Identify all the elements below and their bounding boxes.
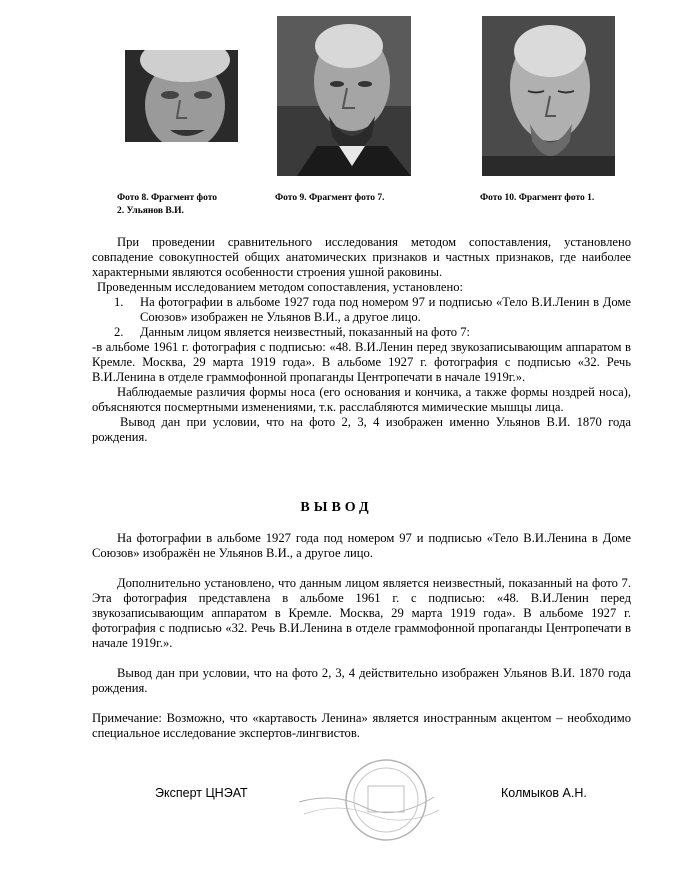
conclusion-paragraph-1: На фотографии в альбоме 1927 года под номером 97 и подписью «Тело В.И.Ленина в Доме Союзов» изображён не Ульянов В.И., а другое лицо. — [92, 531, 631, 560]
expert-name: Колмыков А.Н. — [501, 786, 587, 800]
official-stamp — [294, 752, 442, 848]
finding-item-1-text: На фотографии в альбоме 1927 года под номером 97 и подписью «Тело В.И.Ленин в Доме Союзов» изображен не Ульянов В.И., а другое лицо. — [140, 295, 631, 324]
photo-9-portrait — [277, 16, 411, 176]
conclusion-paragraph-3: Вывод дан при условии, что на фото 2, 3, 4 действительно изображен Ульянов В.И. 1870 года рождения. — [92, 666, 631, 695]
intro-paragraph-2: Проведенным исследованием методом сопоставления, установлено: — [97, 280, 463, 294]
photo-9-caption: Фото 9. Фрагмент фото 7. — [275, 193, 385, 203]
finding-item-2-text: Данным лицом является неизвестный, показанный на фото 7: — [140, 325, 471, 339]
finding-item-2-number: 2. — [114, 325, 124, 339]
photo-8-image — [125, 50, 238, 142]
finding-item-1-number: 1. — [114, 295, 124, 309]
intro-section — [92, 235, 631, 445]
finding-item-2 — [92, 325, 631, 340]
photo-10-image — [482, 16, 615, 176]
photo-8-face-fragment — [125, 50, 238, 142]
photo-8-caption: Фото 8. Фрагмент фото 2. Ульянов В.И. — [117, 193, 218, 216]
conclusion-heading: ВЫВОД — [300, 500, 373, 515]
conclusion-paragraph-2: Дополнительно установлено, что данным лицом является неизвестный, показанный на фото 7. Эта фотография представлена в альбоме 1961 г. с подписью: «48. В.И.Ленин перед звукозаписывающим аппаратом в Кремле. Москва, 29 марта 1919 года». В альбоме 1927 г. фотография с подписью «32. Речь В.И.Ленина в отделе граммофонной пропаганды Центропечати в начале 1919г.». — [92, 576, 631, 650]
conclusion-note: Примечание: Возможно, что «картавость Ленина» является иностранным акцентом – необходимо специальное исследование экспертов-лингвистов. — [92, 711, 631, 740]
photo-9-image — [277, 16, 411, 176]
conclusion-section — [92, 531, 631, 741]
stamp-seal-icon — [294, 752, 442, 848]
photo-10-death-fragment — [482, 16, 615, 176]
intro-paragraph-4: Наблюдаемые различия формы носа (его основания и кончика, а также формы ноздрей носа), объясняются посмертными изменениями, т.к. расслабляются мимические мышцы лица. — [92, 385, 631, 414]
intro-paragraph-1: При проведении сравнительного исследования методом сопоставления, установлено совпадение совокупностей общих анатомических признаков и частных признаков, где наиболее характерными являются особенности строения ушной раковины. — [92, 235, 631, 279]
intro-paragraph-5: Вывод дан при условии, что на фото 2, 3, 4 изображен именно Ульянов В.И. 1870 года рождения. — [92, 415, 631, 444]
finding-item-1 — [92, 295, 631, 325]
expert-label: Эксперт ЦНЭАТ — [155, 786, 248, 800]
intro-paragraph-3: -в альбоме 1961 г. фотография с подписью: «48. В.И.Ленин перед звукозаписывающим аппаратом в Кремле. Москва, 29 марта 1919 года». В альбоме 1927 г. фотография с подписью «32. Речь В.И.Ленина в отделе граммофонной пропаганды Центропечати в начале 1919г.». — [92, 340, 631, 384]
photo-10-caption: Фото 10. Фрагмент фото 1. — [480, 193, 595, 203]
